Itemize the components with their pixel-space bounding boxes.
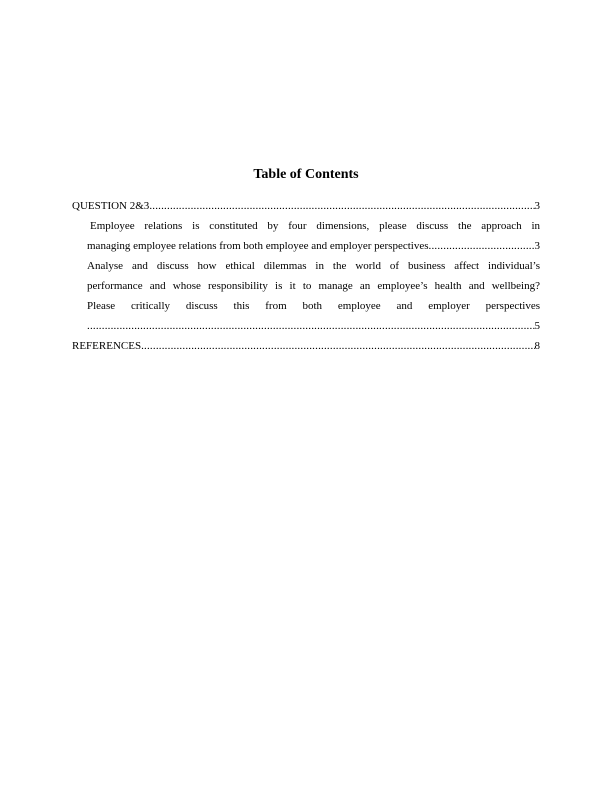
toc-entry-employee-relations[interactable] [72,216,540,256]
toc-entry-line: performance and whose responsibility is it to manage an employee’s health and wellbeing? [87,280,540,292]
table-of-contents [72,196,540,356]
toc-entry-line [87,316,540,336]
toc-entry-line [72,196,540,216]
toc-entry-line [72,336,540,356]
toc-entry-line: Analyse and discuss how ethical dilemmas in the world of business affect individual’s [87,260,540,272]
toc-entry-label: managing employee relations from both employee and employer perspectives [87,240,429,252]
toc-entry-line: Employee relations is constituted by four dimensions, please discuss the approach in [90,220,540,232]
toc-leader-dots [429,236,535,256]
toc-leader-dots [141,336,534,356]
toc-entry-references[interactable] [72,336,540,356]
toc-entry-ethical-dilemmas[interactable] [72,256,540,336]
toc-entry-label: REFERENCES [72,340,142,352]
toc-page-number: 3 [534,240,540,252]
toc-entry-label: QUESTION 2&3 [72,200,150,212]
toc-entry-line: Please critically discuss this from both employee and employer perspectives [87,300,540,312]
toc-page-number: 5 [534,320,540,332]
toc-page-number: 8 [534,340,540,352]
toc-leader-dots [149,196,534,216]
toc-title: Table of Contents [253,167,359,182]
toc-leader-dots [87,316,535,336]
toc-page-number: 3 [534,200,540,212]
toc-entry-line [87,236,540,256]
toc-entry-question-2-3[interactable] [72,196,540,216]
